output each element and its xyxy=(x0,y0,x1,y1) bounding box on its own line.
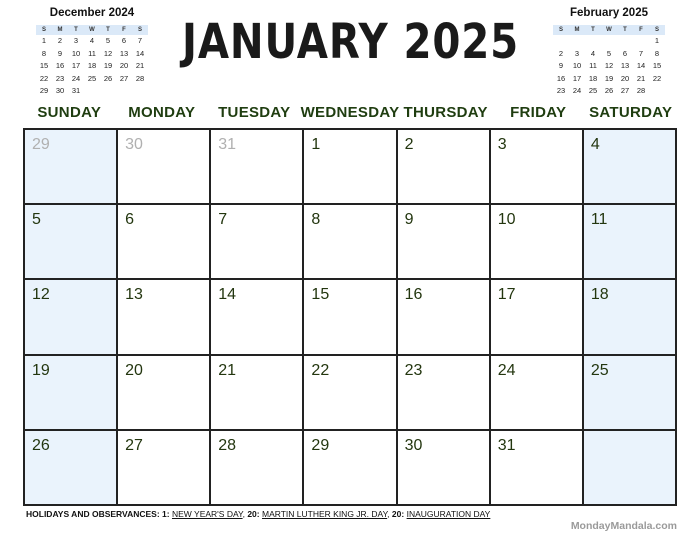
day-cell[interactable] xyxy=(211,356,304,431)
mini-day-cell: 10 xyxy=(572,61,582,70)
mini-day-cell: 22 xyxy=(39,73,49,83)
mini-calendar-december xyxy=(36,6,148,98)
day-cell[interactable] xyxy=(304,356,397,431)
day-number: 26 xyxy=(32,436,50,454)
weekday-monday: MONDAY xyxy=(128,104,196,121)
mini-day-cell: 17 xyxy=(71,61,81,70)
mini-day-cell: 17 xyxy=(572,73,582,83)
holidays-label: HOLIDAYS AND OBSERVANCES: xyxy=(26,509,160,519)
holiday-mlk[interactable]: MARTIN LUTHER KING JR. DAY xyxy=(262,509,388,519)
day-cell[interactable] xyxy=(304,130,397,205)
mini-calendar-grid xyxy=(553,25,665,98)
mini-day-cell: 4 xyxy=(590,48,596,58)
weekday-friday: FRIDAY xyxy=(510,104,567,121)
day-cell[interactable] xyxy=(25,431,118,506)
mini-calendar-title: December 2024 xyxy=(49,7,135,19)
mini-day-cell xyxy=(649,85,665,98)
day-cell[interactable] xyxy=(118,356,211,431)
weekday-thursday: THURSDAY xyxy=(403,104,488,121)
mini-day-cell: 2 xyxy=(57,36,63,45)
mini-day-cell: 9 xyxy=(57,48,63,58)
day-number: 4 xyxy=(590,136,600,153)
day-number: 10 xyxy=(497,211,516,229)
mini-day-cell: 7 xyxy=(137,36,143,45)
day-number: 1 xyxy=(311,136,321,153)
mini-weekday-header: W xyxy=(601,25,617,35)
mini-day-cell: 1 xyxy=(41,36,47,45)
day-number: 6 xyxy=(125,211,135,229)
day-cell[interactable] xyxy=(211,205,304,280)
mini-day-cell: 21 xyxy=(135,61,145,70)
day-number: 28 xyxy=(218,436,237,454)
mini-day-cell: 16 xyxy=(55,61,65,70)
day-number: 7 xyxy=(218,211,228,229)
mini-day-cell: 28 xyxy=(135,73,145,83)
mini-weekday-header: F xyxy=(633,25,649,35)
mini-day-cell: 3 xyxy=(574,48,580,58)
day-cell[interactable] xyxy=(584,431,677,506)
mini-day-cell: 19 xyxy=(103,61,113,70)
mini-weekday-header: T xyxy=(68,25,84,35)
day-number: 15 xyxy=(311,286,330,304)
mini-day-cell: 13 xyxy=(620,61,630,70)
mini-day-cell xyxy=(585,35,601,48)
mini-day-cell: 21 xyxy=(636,73,646,83)
mini-day-cell: 20 xyxy=(620,73,630,83)
weekday-wednesday: WEDNESDAY xyxy=(300,104,400,121)
mini-day-cell: 26 xyxy=(604,86,614,95)
holidays-footer: HOLIDAYS AND OBSERVANCES: 1: NEW YEAR'S DAY, 20: MARTIN LUTHER KING JR. DAY, 20: INAUGURATION DAY xyxy=(26,509,491,519)
mini-day-cell: 24 xyxy=(71,73,81,83)
month-grid xyxy=(23,128,677,506)
mini-day-cell: 18 xyxy=(87,61,97,70)
day-cell[interactable] xyxy=(491,280,584,355)
mini-day-cell xyxy=(132,85,148,98)
day-cell[interactable] xyxy=(304,205,397,280)
day-number: 9 xyxy=(404,211,414,229)
mini-calendar-grid xyxy=(36,25,148,98)
holiday-day: 20: xyxy=(391,509,405,519)
day-cell[interactable] xyxy=(584,130,677,205)
mini-day-cell: 28 xyxy=(636,86,646,95)
mini-day-cell: 5 xyxy=(606,48,612,58)
mini-day-cell xyxy=(569,35,585,48)
day-number: 2 xyxy=(404,136,414,153)
brand-watermark: MondayMandala.com xyxy=(570,520,677,532)
weekday-header-row xyxy=(23,104,677,121)
page-title: JANUARY 2025 xyxy=(182,14,520,70)
day-number: 3 xyxy=(497,136,507,153)
day-cell[interactable] xyxy=(304,431,397,506)
day-cell[interactable] xyxy=(211,280,304,355)
day-cell[interactable] xyxy=(584,280,677,355)
mini-day-cell: 23 xyxy=(55,73,65,83)
mini-weekday-header: S xyxy=(553,25,569,35)
mini-day-cell: 12 xyxy=(103,48,113,58)
mini-day-cell: 10 xyxy=(71,48,81,58)
mini-day-cell: 8 xyxy=(41,48,47,58)
day-number: 27 xyxy=(125,436,143,454)
day-number: 29 xyxy=(32,136,50,153)
day-cell[interactable] xyxy=(584,356,677,431)
day-cell[interactable] xyxy=(491,356,584,431)
day-cell[interactable] xyxy=(25,280,118,355)
day-cell[interactable] xyxy=(118,431,211,506)
mini-weekday-header: M xyxy=(52,25,68,35)
mini-day-cell: 2 xyxy=(558,48,564,58)
weekday-saturday: SATURDAY xyxy=(589,104,673,121)
day-cell[interactable] xyxy=(25,356,118,431)
mini-day-cell: 8 xyxy=(654,48,660,58)
weekday-tuesday: TUESDAY xyxy=(218,104,291,121)
day-number: 16 xyxy=(404,286,423,304)
mini-day-cell: 30 xyxy=(55,86,65,95)
day-cell[interactable] xyxy=(398,205,491,280)
weekday-sunday: SUNDAY xyxy=(37,104,102,121)
mini-day-cell: 27 xyxy=(620,86,630,95)
mini-weekday-header: T xyxy=(100,25,116,35)
mini-day-cell: 31 xyxy=(71,86,81,95)
mini-day-cell: 24 xyxy=(572,86,582,95)
mini-day-cell xyxy=(116,85,132,98)
mini-day-cell: 6 xyxy=(622,48,628,58)
mini-weekday-header: S xyxy=(649,25,665,35)
day-cell[interactable] xyxy=(398,280,491,355)
mini-day-cell: 9 xyxy=(558,61,564,70)
mini-day-cell xyxy=(617,35,633,48)
day-number: 17 xyxy=(497,286,516,304)
mini-day-cell: 20 xyxy=(119,61,129,70)
mini-day-cell: 18 xyxy=(588,73,598,83)
day-number: 24 xyxy=(497,361,516,379)
day-cell[interactable] xyxy=(491,205,584,280)
mini-day-cell: 16 xyxy=(556,73,566,83)
mini-day-cell: 4 xyxy=(89,36,95,45)
mini-day-cell xyxy=(553,35,569,48)
day-number: 18 xyxy=(590,286,609,304)
day-cell[interactable] xyxy=(304,280,397,355)
day-cell[interactable] xyxy=(118,205,211,280)
day-cell[interactable] xyxy=(491,130,584,205)
holiday-day: 1: xyxy=(162,509,170,519)
day-number: 19 xyxy=(32,361,50,379)
mini-day-cell: 6 xyxy=(121,36,127,45)
day-number: 31 xyxy=(218,136,237,153)
mini-day-cell: 25 xyxy=(87,73,97,83)
day-cell[interactable] xyxy=(211,431,304,506)
day-cell[interactable] xyxy=(25,130,118,205)
day-number: 30 xyxy=(125,136,143,153)
day-number: 11 xyxy=(590,211,608,229)
day-number: 20 xyxy=(125,361,143,379)
mini-weekday-header: W xyxy=(84,25,100,35)
mini-weekday-header: T xyxy=(585,25,601,35)
day-number: 21 xyxy=(218,361,237,379)
mini-day-cell: 27 xyxy=(119,73,129,83)
mini-weekday-header: F xyxy=(116,25,132,35)
day-cell[interactable] xyxy=(25,205,118,280)
mini-day-cell: 15 xyxy=(39,61,49,70)
mini-day-cell: 11 xyxy=(88,48,96,58)
day-cell[interactable] xyxy=(584,205,677,280)
mini-weekday-header: T xyxy=(617,25,633,35)
day-cell[interactable] xyxy=(118,280,211,355)
day-cell[interactable] xyxy=(398,356,491,431)
day-number: 29 xyxy=(311,436,330,454)
mini-day-cell: 1 xyxy=(654,36,660,45)
mini-day-cell: 22 xyxy=(652,73,662,83)
mini-day-cell: 23 xyxy=(556,86,566,95)
day-cell[interactable] xyxy=(398,431,491,506)
day-cell[interactable] xyxy=(118,130,211,205)
mini-day-cell: 3 xyxy=(73,36,79,45)
day-number: 8 xyxy=(311,211,321,229)
mini-day-cell xyxy=(633,35,649,48)
day-number: 25 xyxy=(590,361,609,379)
mini-day-cell: 26 xyxy=(103,73,113,83)
mini-day-cell: 19 xyxy=(604,73,614,83)
day-cell[interactable] xyxy=(211,130,304,205)
mini-day-cell: 5 xyxy=(105,36,111,45)
mini-weekday-header: S xyxy=(36,25,52,35)
day-number: 5 xyxy=(32,211,41,229)
day-number: 31 xyxy=(497,436,516,454)
holiday-new-years[interactable]: NEW YEAR'S DAY xyxy=(171,509,243,519)
day-number: 22 xyxy=(311,361,330,379)
mini-calendar-february xyxy=(553,6,665,98)
mini-day-cell: 7 xyxy=(638,48,644,58)
day-cell[interactable] xyxy=(398,130,491,205)
mini-day-cell xyxy=(100,85,116,98)
mini-day-cell: 29 xyxy=(39,86,49,95)
day-number: 14 xyxy=(218,286,237,304)
day-number: 30 xyxy=(404,436,423,454)
mini-day-cell: 25 xyxy=(588,86,598,95)
day-number: 23 xyxy=(404,361,423,379)
mini-day-cell: 12 xyxy=(604,61,614,70)
day-number: 13 xyxy=(125,286,143,304)
mini-day-cell: 15 xyxy=(652,61,662,70)
mini-day-cell xyxy=(84,85,100,98)
mini-weekday-header: M xyxy=(569,25,585,35)
holiday-inauguration[interactable]: INAUGURATION DAY xyxy=(406,509,491,519)
mini-day-cell: 14 xyxy=(636,61,646,70)
mini-day-cell: 11 xyxy=(589,61,597,70)
mini-calendar-title: February 2025 xyxy=(570,7,648,19)
mini-weekday-header: S xyxy=(132,25,148,35)
mini-day-cell: 13 xyxy=(119,48,129,58)
holiday-day: 20: xyxy=(247,509,260,519)
day-number: 12 xyxy=(32,286,50,304)
mini-day-cell: 14 xyxy=(135,48,145,58)
day-cell[interactable] xyxy=(491,431,584,506)
mini-day-cell xyxy=(601,35,617,48)
